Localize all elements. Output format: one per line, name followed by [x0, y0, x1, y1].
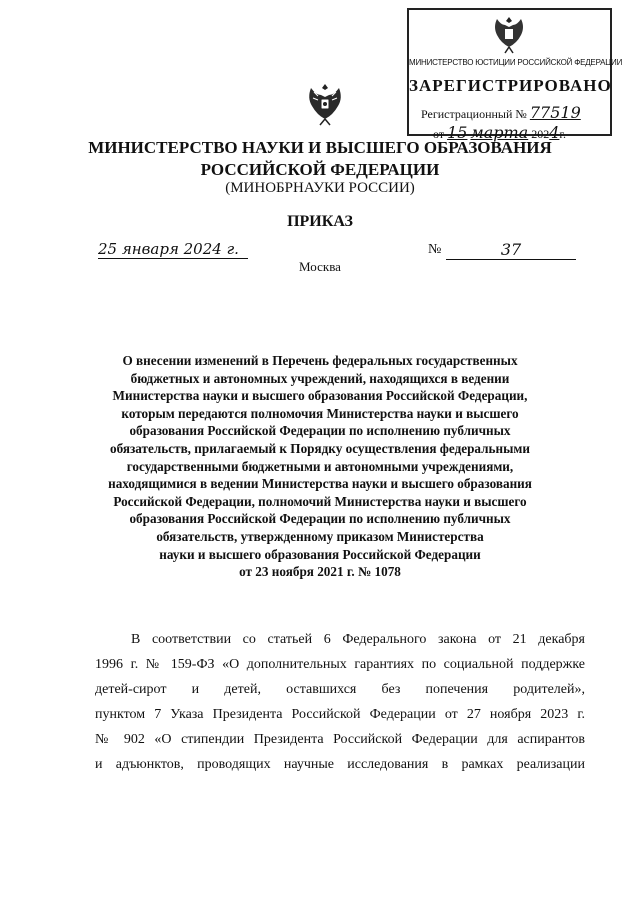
- stamp-date-year-hand: 4: [549, 123, 560, 142]
- subject-line: О внесении изменений в Перечень федеральных государственных: [122, 353, 518, 368]
- coat-of-arms-icon: [305, 82, 345, 126]
- subject-line: бюджетных и автономных учреждений, находящихся в ведении: [130, 370, 510, 386]
- order-number: 37: [446, 240, 576, 260]
- order-city: Москва: [299, 259, 341, 274]
- body-line: детей-сирот и детей, оставшихся без попечения родителей»,: [95, 682, 585, 697]
- order-body: [95, 627, 585, 777]
- body-line: и адъюнктов, проводящих научные исследования в рамках реализации: [95, 757, 585, 772]
- order-date: 25 января 2024 г.: [98, 240, 248, 259]
- stamp-date-year-prefix: 202: [531, 127, 550, 141]
- stamp-reg-label: Регистрационный №: [421, 107, 527, 121]
- stamp-date-month: марта: [470, 123, 529, 142]
- subject-line: находящимися в ведении Министерства науки и высшего образования: [108, 476, 532, 492]
- body-line: 1996 г. № 159-ФЗ «О дополнительных гарантиях по социальной поддержке: [95, 657, 585, 672]
- body-line: № 902 «О стипендии Президента Российской Федерации для аспирантов: [95, 732, 585, 747]
- stamp-date-day: 15: [447, 123, 468, 142]
- subject-line: которым передаются полномочия Министерства науки и высшего: [121, 405, 519, 421]
- subject-line: обязательств, прилагаемый к Порядку осуществления федеральными: [109, 440, 530, 456]
- body-line: В соответствии со статьей 6 Федерального закона от 21 декабря: [131, 632, 585, 647]
- order-number-label: №: [428, 242, 442, 257]
- subject-line: науки и высшего образования Российской Федерации: [159, 546, 481, 562]
- stamp-date-prefix: от: [433, 127, 445, 141]
- subject-line: образования Российской Федерации по исполнению публичных: [129, 511, 511, 527]
- ministry-title-country: РОССИЙСКОЙ ФЕДЕРАЦИИ: [200, 160, 440, 179]
- subject-line: Министерства науки и высшего образования Российской Федерации,: [112, 388, 528, 404]
- ministry-short-name: (МИНОБРНАУКИ РОССИИ): [225, 180, 415, 196]
- document-type: ПРИКАЗ: [287, 213, 353, 230]
- subject-line: от 23 ноября 2021 г. № 1078: [239, 564, 401, 580]
- order-subject: [70, 352, 570, 581]
- stamp-date-suffix: г.: [559, 127, 566, 141]
- stamp-registration-line: [421, 103, 581, 122]
- ministry-title: МИНИСТЕРСТВО НАУКИ И ВЫСШЕГО ОБРАЗОВАНИЯ: [88, 138, 552, 157]
- registration-stamp: [407, 8, 623, 142]
- stamp-ministry-name: МИНИСТЕРСТВО ЮСТИЦИИ РОССИЙСКОЙ ФЕДЕРАЦИИ: [409, 58, 623, 67]
- subject-line: образования Российской Федерации по исполнению публичных: [129, 423, 511, 439]
- subject-line: государственными бюджетными и автономными учреждениями,: [126, 458, 514, 474]
- double-headed-eagle-icon: [489, 13, 529, 55]
- stamp-reg-number: 77519: [529, 103, 581, 122]
- subject-line: Российской Федерации, полномочий Министерства науки и высшего: [113, 493, 527, 509]
- body-line: пунктом 7 Указа Президента Российской Федерации от 27 ноября 2023 г.: [95, 707, 585, 722]
- subject-line: обязательств, утвержденному приказом Министерства: [156, 528, 484, 544]
- stamp-status: ЗАРЕГИСТРИРОВАНО: [409, 76, 612, 95]
